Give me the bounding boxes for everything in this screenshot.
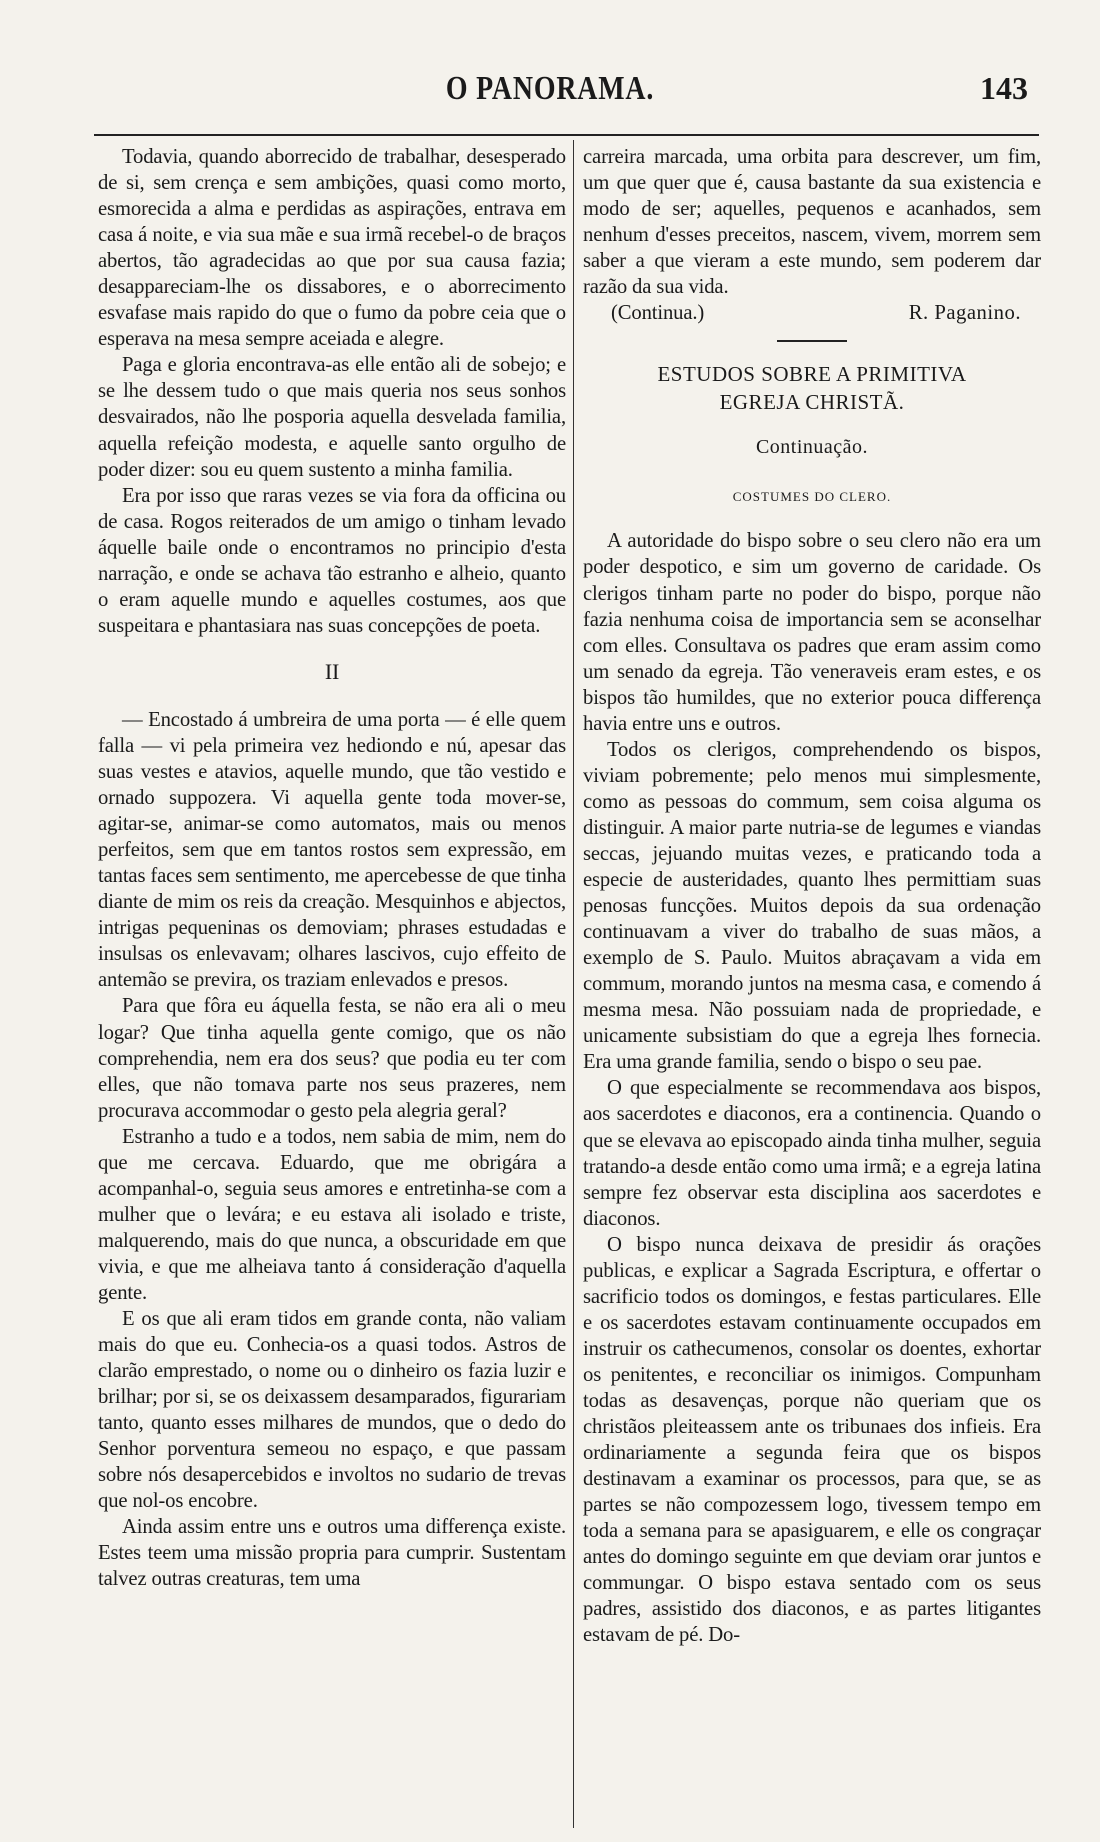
running-header — [0, 70, 1100, 120]
paragraph: Era por isso que raras vezes se via fora da officina ou de casa. Rogos reiterados de um amigo o tinham levado áquelle baile onde o encontramos no principio d'esta narração, e onde se achava tão estranho e alheio, quanto o eram aquelle mundo e aquelles costumes, aos que suspeitara e phantasiara nas suas concepções de poeta. — [98, 484, 566, 637]
author-signature: R. Paganino. — [908, 302, 1021, 325]
paragraph: Paga e gloria encontrava-as elle então ali de sobejo; e se lhe dessem tudo o que mais queria nos seus sonhos desvairados, não lhe posporia aquella desvelada familia, aquella refeição modesta, e aquelle santo orgulho de poder dizer: sou eu quem sustento a minha familia. — [98, 354, 566, 481]
article-subtitle: Continuação. — [755, 436, 869, 459]
article-end-line — [583, 300, 1041, 326]
paragraph: E os que ali eram tidos em grande conta, não valiam mais do que eu. Conhecia-os a quasi todos. Astros de clarão emprestado, o nome ou o dinheiro os fazia luzir e brilhar; por si, se os deixassem desamparados, figurariam tanto, quanto esses milhares de mundos, que o dedo do Senhor porventura semeou no espaço, e que passam sobre nós desapercebidos e involtos no sudario de trevas que nol-os encobre. — [98, 1308, 566, 1513]
column-divider — [573, 140, 574, 1828]
paragraph: Todavia, quando aborrecido de trabalhar, desesperado de si, sem crença e sem ambições, quasi como morto, esmorecida a alma e perdidas as aspirações, entrava em casa á noite, e via sua mãe e sua irmã recebel-o de braços abertos, tão agradecidas ao que por sua causa fazia; desappareciam-lhe os dissabores, e o aborrecimento esvafase mais rapido do que o fumo da pobre ceia que o esperava na mesa sempre aceiada e alegre. — [98, 146, 566, 351]
continua-label: (Continua.) — [611, 302, 705, 325]
paragraph: A autoridade do bispo sobre o seu clero não era um poder despotico, e sim um governo de caridade. Os clerigos tinham parte no poder do bispo, porque não fazia nenhuma coisa de importancia sem se aconselhar com elles. Consultava os padres que eram assim como um senado da egreja. Tão veneraveis eram estes, e os bispos tão humildes, que no exterior pouca differença havia entre uns e outros. — [583, 530, 1041, 735]
article-separator — [777, 340, 847, 342]
article-title-line: ESTUDOS SOBRE A PRIMITIVA — [657, 362, 967, 387]
header-rule — [94, 134, 1039, 136]
article-title — [583, 360, 1041, 416]
page-number: 143 — [980, 70, 1028, 106]
paragraph: O bispo nunca deixava de presidir ás orações publicas, e explicar a Sagrada Escriptura, e offertar o sacrificio todos os domingos, e festas particulares. Elle e os sacerdotes estavam continuamente occupados em instruir os cathecumenos, consolar os doentes, exhortar os penitentes, e reconciliar os inimigos. Compunham todas as desavenças, porque não queriam que os christãos pleiteassem ante os tribunaes dos infieis. Era ordinariamente a segunda feira que os bispos destinavam a examinar os processos, para que, se as partes se não compozessem logo, tivessem tempo em toda a semana para se apasiguarem, e elle os congraçar antes do domingo seguinte em que deviam orar juntos e commungar. O bispo estava sentado com os seus padres, assistido dos diaconos, e as partes litigantes estavam de pé. Do- — [583, 1233, 1041, 1647]
section-number: II — [324, 658, 340, 684]
paragraph: — Encostado á umbreira de uma porta — é elle quem falla — vi pela primeira vez hediondo e nú, apesar das suas vestes e atavios, aquelle mundo, que tão vestido e ornado suppozera. Vi aquella gente toda mover-se, agitar-se, animar-se como automatos, mais ou menos perfeitos, sem que em tantos rostos sem expressão, em tantas faces sem sentimento, me apercebesse de que tinha diante de mim os reis da creação. Mesquinhos e abjectos, intrigas pequeninas os demoviam; phrases estudadas e insulsas os enlevavam; olhares lascivos, cujo effeito de antemão se previra, os traziam enlevados e presos. — [98, 708, 566, 992]
left-column — [98, 144, 566, 1593]
section-heading: COSTUMES DO CLERO. — [732, 489, 892, 505]
article-title-line: EGREJA CHRISTÃ. — [719, 390, 905, 415]
right-column — [583, 144, 1041, 1648]
publication-title: O PANORAMA. — [445, 70, 655, 107]
paragraph: Estranho a tudo e a todos, nem sabia de mim, nem do que me cercava. Eduardo, que me obrigára a acompanhal-o, seguia seus amores e entretinha-se com a mulher que o levára; e eu estava ali isolado e triste, malquerendo, mais do que nunca, a obscuridade em que vivia, e que me alheiava tanto á consideração d'aquella gente. — [98, 1125, 566, 1304]
paragraph: carreira marcada, uma orbita para descrever, um fim, um que quer que é, causa bastante da sua existencia e modo de ser; aquelles, pequenos e acanhados, sem nenhum d'esses preceitos, nascem, vivem, morrem sem saber a que vieram a este mundo, sem poderem dar razão da sua vida. — [583, 146, 1041, 299]
paragraph: Para que fôra eu áquella festa, se não era ali o meu logar? Que tinha aquella gente comigo, que os não comprehendia, nem era dos seus? que podia eu ter com elles, que não tomava parte nos seus prazeres, nem procurava accommodar o gesto pela alegria geral? — [98, 995, 566, 1122]
paragraph: O que especialmente se recommendava aos bispos, aos sacerdotes e diaconos, era a continencia. Quando o que se elevava ao episcopado ainda tinha mulher, seguia tratando-a desde então como uma irmã; e a egreja latina sempre fez observar esta disciplina aos sacerdotes e diaconos. — [583, 1077, 1041, 1230]
paragraph: Todos os clerigos, comprehendendo os bispos, viviam pobremente; pelo menos mui simplesmente, como as pessoas do commum, sem coisa alguma os distinguir. A maior parte nutria-se de legumes e viandas seccas, jejuando muitas vezes, e praticando toda a especie de austeridades, quanto lhes permittiam suas penosas funcções. Muitos depois da sua ordenação continuavam a viver do trabalho de suas mãos, a exemplo de S. Paulo. Muitos abraçavam a vida em commum, morando juntos na mesma casa, e comendo á mesma mesa. Não possuiam nada de propriedade, e unicamente subsistiam do que a egreja lhes fornecia. Era uma grande familia, sendo o bispo o seu pae. — [583, 738, 1041, 1074]
paragraph: Ainda assim entre uns e outros uma differença existe. Estes teem uma missão propria para cumprir. Sustentam talvez outras creaturas, tem uma — [98, 1516, 566, 1591]
